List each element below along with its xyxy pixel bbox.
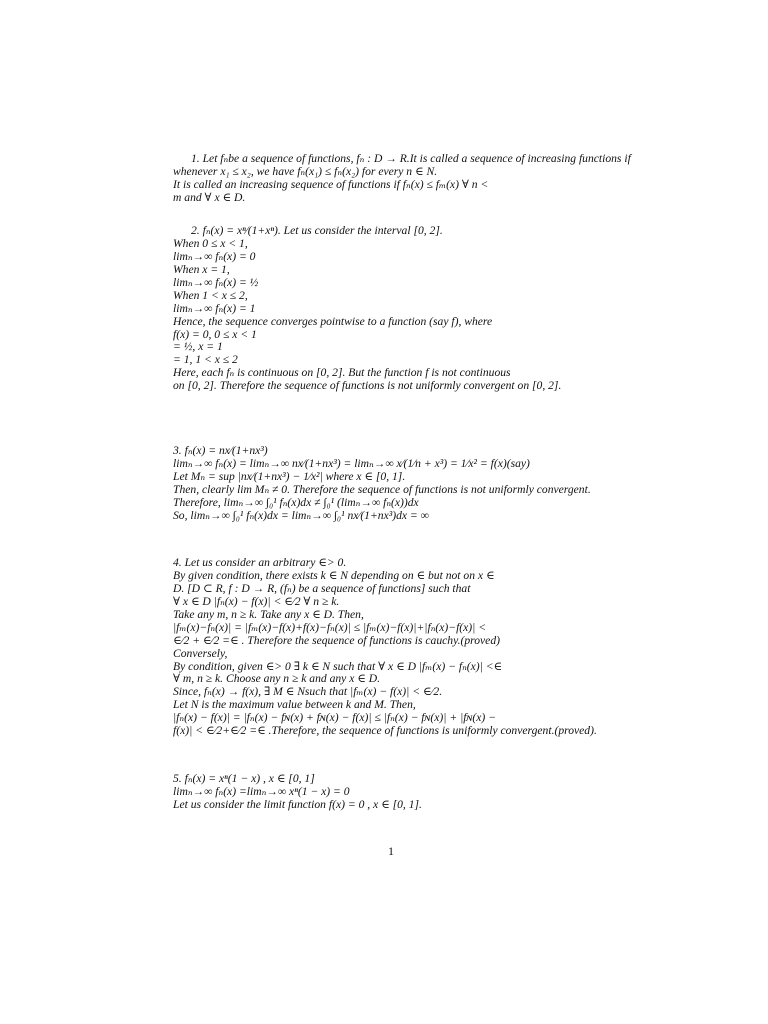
- text-line: 1. Let fₙbe a sequence of functions, fₙ : D → R.It is called a sequence of increasing functions if: [191, 152, 631, 165]
- text-line: f(x)| < ∈⁄2+∈⁄2 =∈ .Therefore, the sequence of functions is uniformly convergent.(proved).: [173, 724, 597, 738]
- text-line: limₙ→∞ fₙ(x) = limₙ→∞ nx⁄(1+nx³) = limₙ→∞ x⁄(1⁄n + x³) = 1⁄x² = f(x)(say): [173, 456, 530, 470]
- text-line: ∀ m, n ≥ k. Choose any n ≥ k and any x ∈ D.: [173, 672, 381, 686]
- problem-3: [173, 445, 603, 523]
- text-line: Take any m, n ≥ k. Take any x ∈ D. Then,: [173, 607, 364, 621]
- problem-1: [173, 152, 631, 205]
- text-line: = ½, x = 1: [173, 340, 223, 354]
- problem-5: [173, 773, 603, 812]
- text-line: By condition, given ∈> 0 ∃ k ∈ N such that ∀ x ∈ D |fₘ(x) − fₙ(x)| <∈: [173, 659, 503, 673]
- page-number: 1: [388, 844, 394, 858]
- text-line: whenever x₁ ≤ x₂, we have fₙ(x₁) ≤ fₙ(x₂) for every n ∈ N.: [173, 164, 438, 178]
- text-line: Here, each fₙ is continuous on [0, 2]. But the function f is not continuous: [173, 366, 511, 380]
- text-line: 2. fₙ(x) = xⁿ⁄(1+xⁿ). Let us consider the interval [0, 2].: [191, 224, 443, 237]
- text-line: 5. fₙ(x) = xⁿ(1 − x) , x ∈ [0, 1]: [173, 772, 315, 785]
- text-line: ∈⁄2 + ∈⁄2 =∈ . Therefore the sequence of functions is cauchy.(proved): [173, 633, 500, 647]
- text-line: = 1, 1 < x ≤ 2: [173, 353, 238, 367]
- text-line: ∀ x ∈ D |fₙ(x) − f(x)| < ∈⁄2 ∀ n ≥ k.: [173, 594, 340, 608]
- text-line: Conversely,: [173, 646, 228, 660]
- text-line: |fₙ(x) − f(x)| = |fₙ(x) − fɴ(x) + fɴ(x) − f(x)| ≤ |fₙ(x) − fɴ(x)| + |fɴ(x) −: [173, 711, 496, 725]
- text-line: So, limₙ→∞ ∫₀¹ fₙ(x)dx = limₙ→∞ ∫₀¹ nx⁄(1+nx³)dx = ∞: [173, 508, 429, 522]
- text-line: By given condition, there exists k ∈ N depending on ∈ but not on x ∈: [173, 568, 495, 582]
- text-line: limₙ→∞ fₙ(x) = 1: [173, 301, 256, 315]
- text-line: |fₘ(x)−fₙ(x)| = |fₘ(x)−f(x)+f(x)−fₙ(x)| ≤ |fₘ(x)−f(x)|+|fₙ(x)−f(x)| <: [173, 620, 487, 634]
- text-line: on [0, 2]. Therefore the sequence of functions is not uniformly convergent on [0, 2].: [173, 379, 562, 393]
- text-line: Then, clearly lim Mₙ ≠ 0. Therefore the sequence of functions is not uniformly convergent.: [173, 482, 591, 496]
- text-line: limₙ→∞ fₙ(x) = 0: [173, 249, 256, 263]
- text-line: When 1 < x ≤ 2,: [173, 288, 248, 302]
- problem-2: [173, 225, 603, 393]
- text-line: 3. fₙ(x) = nx⁄(1+nx³): [173, 444, 268, 457]
- text-line: limₙ→∞ fₙ(x) = ½: [173, 275, 259, 289]
- text-line: limₙ→∞ fₙ(x) =limₙ→∞ xⁿ(1 − x) = 0: [173, 784, 350, 798]
- text-line: When 0 ≤ x < 1,: [173, 236, 248, 250]
- text-line: Let us consider the limit function f(x) = 0 , x ∈ [0, 1].: [173, 797, 422, 811]
- text-line: m and ∀ x ∈ D.: [173, 190, 246, 204]
- text-line: f(x) = 0, 0 ≤ x < 1: [173, 327, 257, 341]
- text-line: Hence, the sequence converges pointwise to a function (say f), where: [173, 314, 493, 328]
- text-line: Let N is the maximum value between k and M. Then,: [173, 698, 416, 712]
- text-line: Therefore, limₙ→∞ ∫₀¹ fₙ(x)dx ≠ ∫₀¹ (limₙ→∞ fₙ(x))dx: [173, 495, 419, 509]
- text-line: D. [D ⊂ R, f : D → R, (fₙ) be a sequence of functions] such that: [173, 581, 471, 595]
- text-line: Let Mₙ = sup |nx⁄(1+nx³) − 1⁄x²| where x ∈ [0, 1].: [173, 469, 406, 483]
- text-line: 4. Let us consider an arbitrary ∈> 0.: [173, 556, 347, 569]
- text-line: It is called an increasing sequence of functions if fₙ(x) ≤ fₘ(x) ∀ n <: [173, 177, 489, 191]
- text-line: When x = 1,: [173, 262, 230, 276]
- problem-4: [173, 557, 603, 738]
- text-line: Since, fₙ(x) → f(x), ∃ M ∈ Nsuch that |fₘ(x) − f(x)| < ∈⁄2.: [173, 685, 443, 699]
